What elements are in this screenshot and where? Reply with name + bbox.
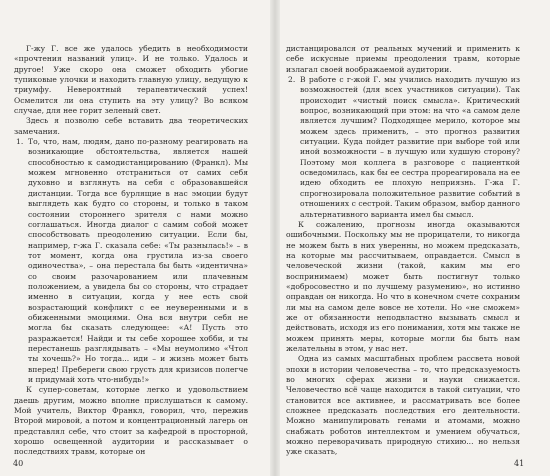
left-paragraph-2: Здесь я позволю себе вставить два теоретических замечания. [14,116,248,136]
numbered-remark-1 [14,137,248,385]
book-gutter [270,0,280,476]
numbered-remark-2 [286,75,520,220]
remark-text: В работе с г-жой Г. мы учились находить лучшую из возможностей (для всех участников ситуации). Так происходит «чистый поиск смысла». Критический вопрос, возникающий при этом: на что «а самом деле является лучшим? Подходящее мерило, которое мы можем здесь применить, – это прогноз развития ситуации. Куда пойдет развитие при выборе той или иной возможности – в лучшую или худшую сторону? Поэтому моя коллега в разговоре с пациенткой осведомилась, как бы ее сестра прореагировала на ее идею обходить ее плохую неприязнь. Г-жа Г. спрогнозировала положительное развитие событий в отношениях с сестрой. Таким образом, выбор данного альтернативного варианта имел бы смысл. [300,75,520,219]
left-page [14,44,248,457]
left-closing-paragraph: К супер-советам, которые легко и удовольствием даешь другим, можно вполне прислушаться к самому. Мой учитель, Виктор Франкл, говорил, что, пережив Второй мировой, а потом и концентрационный лагерь он представлял себе, что стоит за кафедрой в просторной, хорошо освещенной аудитории и рассказывает о последствиях травм, которые он [14,385,248,457]
remark-text: То, что, нам, людям, дано по-разному реагировать на возникающие обстоятельства, является нашей способностью к самодистанцированию (Франкл). Мы можем мгновенно отстраниться от самих себя духовно и взглянуть на себя с образовавшейся дистанции. Тогда все бурлящие в нас эмоции будут выглядеть как будто со стороны, и только в таком состоянии стороннего зрителя с нами можно соглашаться. Иногда диалог с самим собой может способствовать преодолению ситуации. Если бы, например, г-жа Г. сказала себе: «Ты разнылась!» – в тот момент, когда она грустила из-за своего одиночества», – она перестала бы быть «идентична» со своим разочарованием или плачевным положением, а увидела бы со стороны, что страдает именно в ситуации, когда у нее есть свой возрастающий конфликт с ее неуверенными и в обиженными эмоциями. Она вся внутри себя не могла бы сказать следующее: «А! Пусть это разражается! Найди и ты себе хорошее хобби, и ты перестанешь разглядывать – «Мы неумолимо «Чтол ты хочешь?» Но тогда... иди – и жизнь может быть вперед! Пребереги свою грусть для кризисов полегче и придумай хоть что-нибудь!» [28,137,248,384]
remark-number: 1. [16,137,24,147]
right-paragraph-2: Одна из самых масштабных проблем рассвета новой эпохи в истории человечества – то, что предсказуемость во многих сферах жизни и науки снижается. Человечество всё чаще находится в такой ситуации, что становится все активнее, и рассматривать все более сложнее предсказать последствия его деятельности. Можно манипулировать генами и атомами, можно снабжать роботов интеллектом и умением обучаться, можно переворачивать природную стихию... но нельзя уже сказать, [286,354,520,457]
right-paragraph-1: К сожалению, прогнозы иногда оказываются ошибочными. Поскольку мы не прорицатели, то никогда не можем быть в них уверенны, но можем предсказать, на которые мы рассчитываем, оправдается. Смысл в человеческой жизни (такой, каким мы его воспринимаем) может быть постигнут только «добросовестно и по лучшему разумению», но истинно оправдан он никогда. Но что в конечном счете сохраним ли мы на самом деле вовсе не хотели. Но «не сможем» же от обязанности неподвластно вызывать смысл и действовать, исходя из его понимания, хотя мы также не можем принять меры, которые могли бы быть нам желательны в этом, у нас нет. [286,219,520,353]
remark-number: 2. [288,75,296,85]
left-paragraph-1: Г-жу Г. все же удалось убедить в необходимости «прочтения названий улиц». И не только. Удалось и другое! Уже скоро она сможет обходить убогие тупиковые улочки и находить главную улицу, ведущую к триумфу. Невероятный терапевтический успех! Осмелится ли она ступить на эту улицу? Во всяком случае, для нее горит зеленый свет. [14,44,248,116]
left-page-number: 40 [13,459,24,468]
right-continuation-text: дистанцировался от реальных мучений и применить к себе искусные приемы преодоления травм, которые излагал своей воображаемой аудитории. [286,44,520,74]
right-page-number: 41 [514,459,525,468]
right-page [286,44,520,457]
